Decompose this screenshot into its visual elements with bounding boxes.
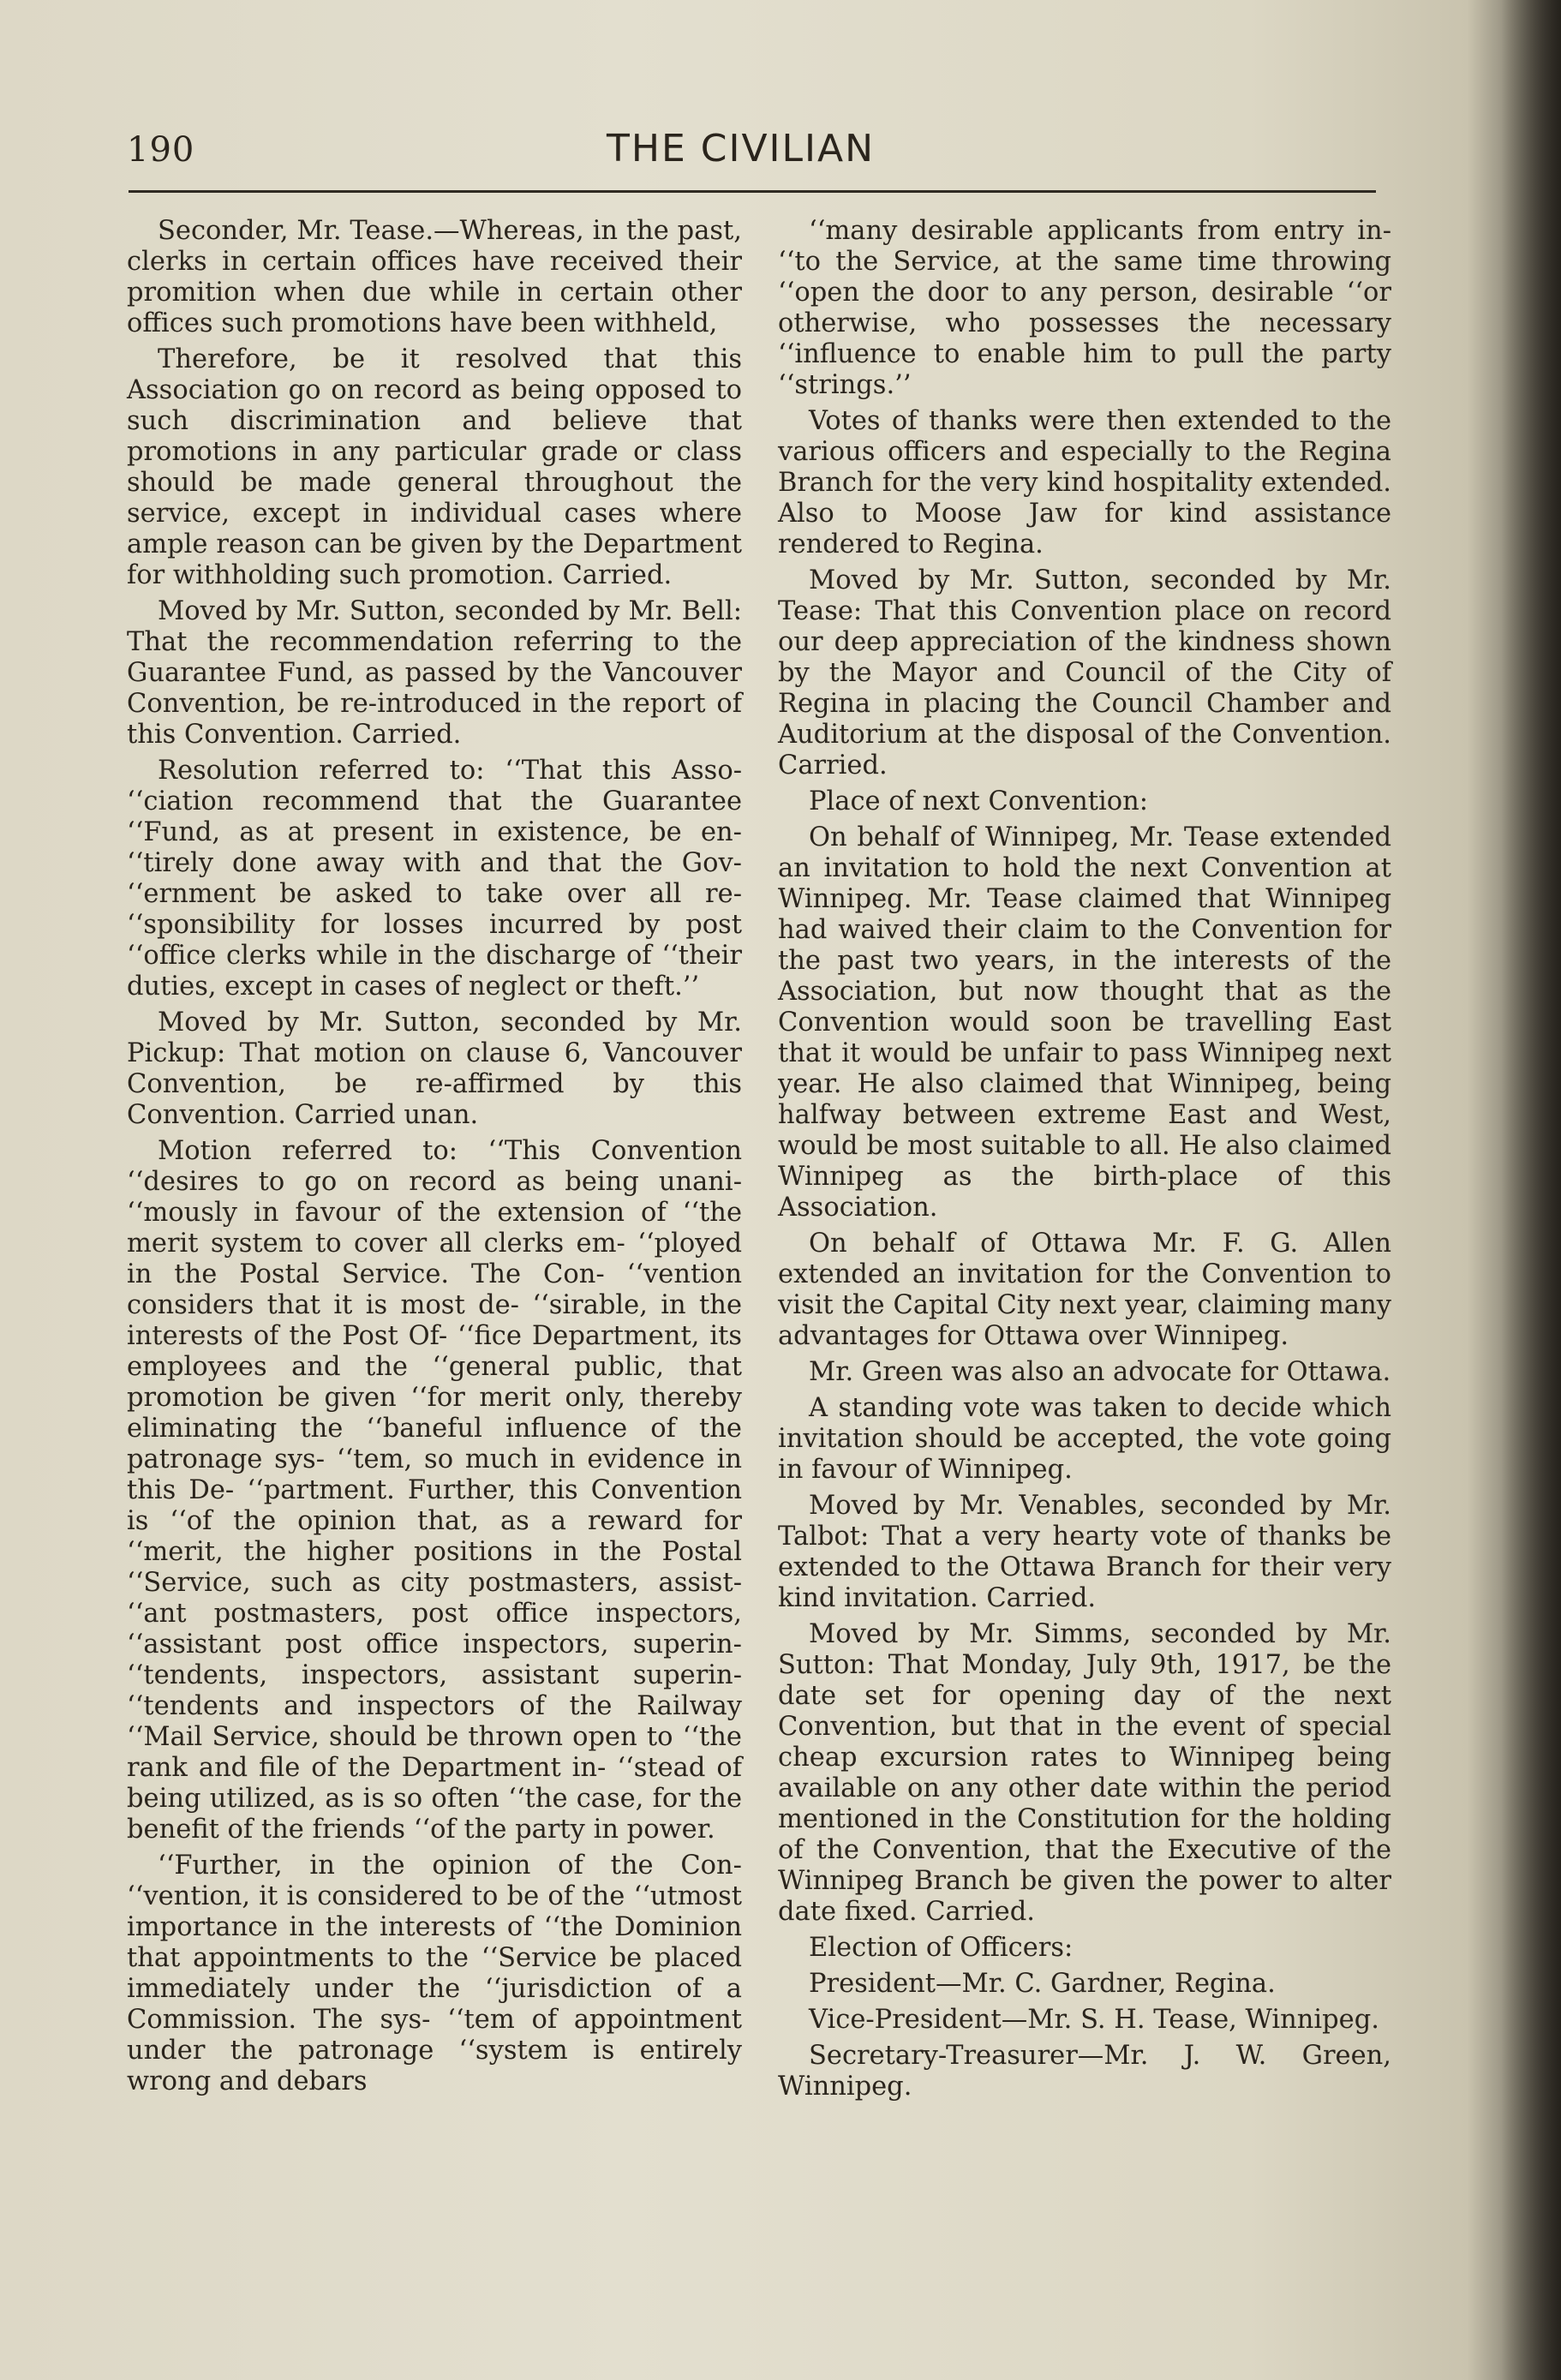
paragraph: Moved by Mr. Sutton, seconded by Mr. Tease: That this Convention place on record our deep appreciation of the kindness shown by the Mayor and Council of the City of Regina in placing the Council Chamber and Auditorium at the disposal of the Convention. Carried. — [778, 565, 1391, 780]
paragraph: Resolution referred to: ‘‘That this Asso- ‘‘ciation recommend that the Guarantee ‘‘Fund, as at present in existence, be en- ‘‘tirely done away with and that the Gov- ‘‘ernment be asked to take over all re- ‘‘sponsibility for losses incurred by post ‘‘office clerks while in the discharge of ‘‘their duties, except in cases of neglect or theft.’’ — [127, 756, 742, 1002]
paragraph: Mr. Green was also an advocate for Ottawa. — [809, 1357, 1391, 1387]
paragraph: Votes of thanks were then extended to the various officers and especially to the Regina Branch for the very kind hospitality extended. Also to Moose Jaw for kind assistance rendered to Regina. — [778, 406, 1391, 559]
paragraph: Moved by Mr. Sutton, seconded by Mr. Pickup: That motion on clause 6, Vancouver Convention, be re-affirmed by this Convention. Carried unan. — [127, 1008, 742, 1130]
paragraph: Moved by Mr. Sutton, seconded by Mr. Bell: That the recommendation referring to the Guarantee Fund, as passed by the Vancouver Convention, be re-introduced in the report of this Convention. Carried. — [127, 596, 742, 750]
section-heading: Election of Officers: — [809, 1933, 1074, 1963]
page-header — [127, 127, 1378, 182]
officer-entry: Vice-President—Mr. S. H. Tease, Winnipeg. — [809, 2005, 1379, 2035]
paragraph: On behalf of Winnipeg, Mr. Tease extended an invitation to hold the next Convention at Winnipeg. Mr. Tease claimed that Winnipeg had waived their claim to the Convention for the past two years, in the interests of the Association, but now thought that as the Convention would soon be travelling East that it would be unfair to pass Winnipeg next year. He also claimed that Winnipeg, being halfway between extreme East and West, would be most suitable to all. He also claimed Winnipeg as the birth-place of this Association. — [778, 822, 1391, 1223]
running-title: THE CIVILIAN — [607, 127, 876, 170]
header-rule — [129, 190, 1376, 193]
paragraph: Seconder, Mr. Tease.—Whereas, in the past, clerks in certain offices have received their promition when due while in certain other offices such promotions have been withheld, — [127, 216, 742, 338]
binding-shadow — [1501, 0, 1561, 2380]
paragraph: Therefore, be it resolved that this Association go on record as being opposed to such discrimination and believe that promotions in any particular grade or class should be made general throughout the service, except in individual cases where ample reason can be given by the Department for withholding such promotion. Carried. — [127, 344, 742, 590]
paragraph: A standing vote was taken to decide which invitation should be accepted, the vote going in favour of Winnipeg. — [778, 1393, 1391, 1485]
page-number: 190 — [127, 130, 195, 170]
paragraph: ‘‘many desirable applicants from entry in- ‘‘to the Service, at the same time throwing ‘‘open the door to any person, desirable ‘‘or otherwise, who possesses the necessary ‘‘influence to enable him to pull the party ‘‘strings.’’ — [778, 216, 1391, 400]
right-column — [778, 216, 1391, 2108]
officer-entry: Secretary-Treasurer—Mr. J. W. Green, Winnipeg. — [778, 2041, 1391, 2102]
left-column — [127, 216, 742, 2102]
paragraph: ‘‘Further, in the opinion of the Con- ‘‘vention, it is considered to be of the ‘‘utmost importance in the interests of ‘‘the Dominion that appointments to the ‘‘Service be placed immediately under the ‘‘jurisdiction of a Commission. The sys- ‘‘tem of appointment under the patronage ‘‘system is entirely wrong and debars — [127, 1851, 742, 2096]
paragraph: Moved by Mr. Simms, seconded by Mr. Sutton: That Monday, July 9th, 1917, be the date set for opening day of the next Convention, but that in the event of special cheap excursion rates to Winnipeg being available on any other date within the period mentioned in the Constitution for the holding of the Convention, that the Executive of the Winnipeg Branch be given the power to alter date fixed. Carried. — [778, 1619, 1391, 1927]
officer-entry: President—Mr. C. Gardner, Regina. — [809, 1969, 1276, 1999]
section-heading: Place of next Convention: — [809, 786, 1149, 816]
paragraph: On behalf of Ottawa Mr. F. G. Allen extended an invitation for the Convention to visit the Capital City next year, claiming many advantages for Ottawa over Winnipeg. — [778, 1229, 1391, 1351]
paragraph: Moved by Mr. Venables, seconded by Mr. Talbot: That a very hearty vote of thanks be extended to the Ottawa Branch for their very kind invitation. Carried. — [778, 1491, 1391, 1613]
paragraph: Motion referred to: ‘‘This Convention ‘‘desires to go on record as being unani- ‘‘mously in favour of the extension of ‘‘the merit system to cover all clerks em- ‘‘ployed in the Postal Service. The Con- ‘‘vention considers that it is most de- ‘‘sirable, in the interests of the Post Of- ‘‘fice Department, its employees and the ‘‘general public, that promotion be given ‘‘for merit only, thereby eliminating the ‘‘baneful influence of the patronage sys- ‘‘tem, so much in evidence in this De- ‘‘partment. Further, this Convention is ‘‘of the opinion that, as a reward for ‘‘merit, the higher positions in the Postal ‘‘Service, such as city postmasters, assist- ‘‘ant postmasters, post office inspectors, ‘‘assistant post office inspectors, superin- ‘‘tendents, inspectors, assistant superin- ‘‘tendents and inspectors of the Railway ‘‘Mail Service, should be thrown open to ‘‘the rank and file of the Department in- ‘‘stead of being utilized, as is so often ‘‘the case, for the benefit of the friends ‘‘of the party in power. — [127, 1136, 742, 1845]
